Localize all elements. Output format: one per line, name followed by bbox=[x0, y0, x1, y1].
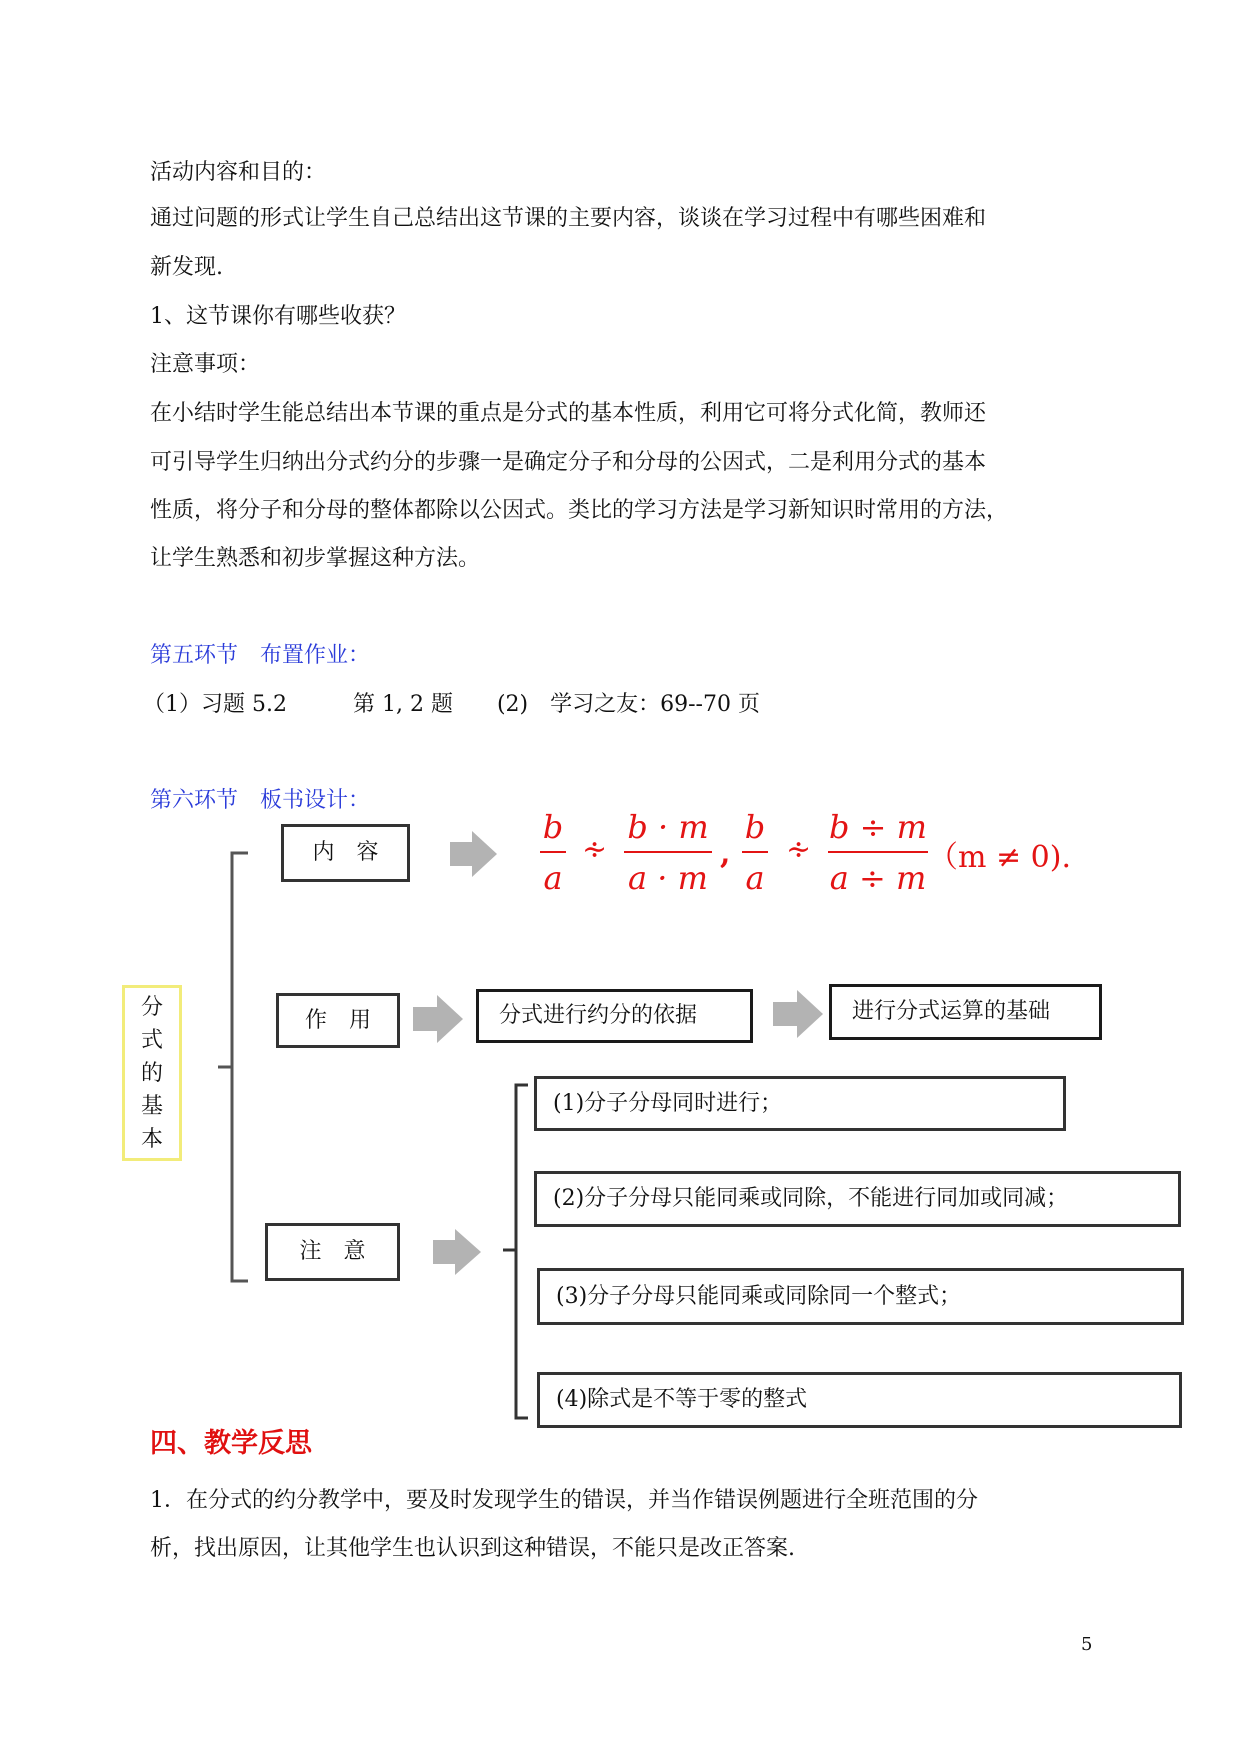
content-label-box bbox=[281, 824, 410, 882]
notes-line-4: 让学生熟悉和初步掌握这种方法。 bbox=[150, 546, 481, 571]
use-box-2-text: 进行分式运算的基础 bbox=[852, 999, 1051, 1024]
main-label-box bbox=[122, 985, 182, 1161]
equals-symbol: ∻ bbox=[582, 832, 608, 867]
notes-line-2: 可引导学生归纳出分式约分的步骤一是确定分子和分母的公因式，二是利用分式的基本 bbox=[150, 450, 987, 475]
main-bracket bbox=[232, 853, 248, 1281]
attention-item-text: (2)分子分母只能同乘或同除，不能进行同加或同减； bbox=[553, 1186, 1069, 1211]
main-label-char: 式 bbox=[140, 1027, 163, 1053]
attention-item-2 bbox=[534, 1171, 1181, 1227]
attention-bracket bbox=[516, 1085, 528, 1418]
use-label-box bbox=[276, 993, 400, 1048]
attention-item-text: (1)分子分母同时进行； bbox=[553, 1090, 783, 1116]
condition: （m ≠ 0). bbox=[928, 840, 1071, 875]
content-label: 内 容 bbox=[312, 840, 379, 865]
fraction-bar bbox=[624, 851, 712, 853]
notes-heading: 注意事项： bbox=[150, 352, 261, 377]
use-label: 作 用 bbox=[304, 1007, 371, 1033]
page-number: 5 bbox=[1081, 1634, 1093, 1655]
equals-symbol: ∻ bbox=[786, 832, 812, 867]
arrow-content bbox=[450, 831, 497, 877]
main-label-char: 的 bbox=[140, 1060, 163, 1086]
section5-heading: 第五环节 布置作业： bbox=[150, 643, 371, 668]
arrow-use-2 bbox=[773, 990, 823, 1038]
use-box-1-text: 分式进行约分的依据 bbox=[499, 1003, 698, 1028]
denominator: a · m bbox=[628, 859, 708, 897]
activity-text-line1: 通过问题的形式让学生自己总结出这节课的主要内容，谈谈在学习过程中有哪些困难和 bbox=[150, 206, 987, 231]
main-label-char: 本 bbox=[140, 1126, 163, 1152]
fraction-bm-over-am bbox=[624, 808, 712, 897]
denominator: a bbox=[745, 859, 765, 897]
notes-line-1: 在小结时学生能总结出本节课的重点是分式的基本性质，利用它可将分式化简，教师还 bbox=[150, 401, 987, 426]
fraction-b-over-a bbox=[540, 808, 566, 897]
fraction-bar bbox=[742, 851, 768, 853]
fraction-bar bbox=[540, 851, 566, 853]
homework-line: （1）习题 5.2 第 1, 2 题 (2) 学习之友：69--70 页 bbox=[143, 692, 760, 717]
denominator: a bbox=[543, 859, 563, 897]
main-label-char: 基 bbox=[140, 1093, 163, 1119]
arrow-use-1 bbox=[413, 995, 463, 1043]
comma: , bbox=[720, 836, 731, 871]
arrow-attention bbox=[433, 1229, 481, 1275]
formula bbox=[540, 808, 1100, 908]
attention-label: 注 意 bbox=[299, 1239, 366, 1264]
numerator: b · m bbox=[627, 808, 709, 846]
numerator: b bbox=[542, 808, 564, 846]
section6-heading: 第六环节 板书设计： bbox=[150, 788, 371, 813]
reflection-heading: 四、教学反思 bbox=[150, 1428, 312, 1459]
attention-item-3 bbox=[537, 1268, 1184, 1325]
fraction-b-over-a-2 bbox=[742, 808, 768, 897]
notes-line-3: 性质，将分子和分母的整体都除以公因式。类比的学习方法是学习新知识时常用的方法， bbox=[150, 498, 1009, 523]
use-box-1 bbox=[476, 989, 753, 1043]
activity-heading: 活动内容和目的： bbox=[150, 160, 327, 185]
activity-question: 1、这节课你有哪些收获？ bbox=[150, 304, 406, 329]
fraction-bar bbox=[828, 851, 928, 853]
numerator: b bbox=[744, 808, 766, 846]
activity-text-line2: 新发现. bbox=[150, 255, 223, 280]
numerator: b ÷ m bbox=[829, 808, 927, 846]
attention-item-4 bbox=[537, 1372, 1182, 1428]
reflection-line2: 析，找出原因，让其他学生也认识到这种错误，不能只是改正答案. bbox=[150, 1536, 795, 1561]
denominator: a ÷ m bbox=[829, 859, 927, 897]
main-label-char: 分 bbox=[140, 994, 163, 1020]
attention-item-text: (3)分子分母只能同乘或同除同一个整式； bbox=[556, 1283, 962, 1309]
attention-item-text: (4)除式是不等于零的整式 bbox=[556, 1387, 808, 1412]
use-box-2 bbox=[829, 984, 1102, 1040]
fraction-b-div-m-over-a-div-m bbox=[828, 808, 928, 897]
attention-item-1 bbox=[534, 1076, 1066, 1131]
attention-label-box bbox=[265, 1223, 400, 1281]
reflection-line1: 1．在分式的约分教学中，要及时发现学生的错误，并当作错误例题进行全班范围的分 bbox=[150, 1488, 978, 1513]
